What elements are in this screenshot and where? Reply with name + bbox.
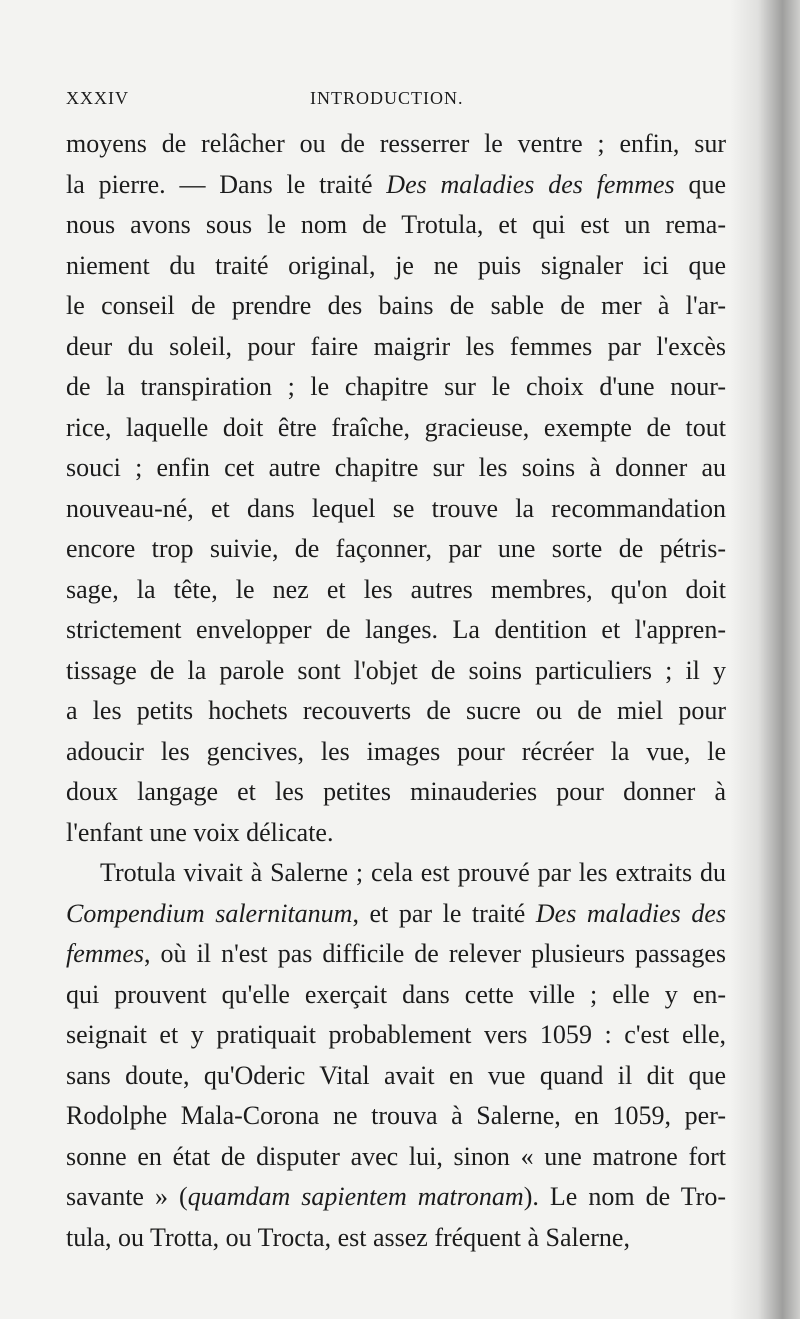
- text-run: sans doute, qu'Oderic Vital avait en vue quand il dit que: [66, 1060, 726, 1090]
- text-line: [66, 1177, 726, 1218]
- text-run: nous avons sous le nom de Trotula, et qui est un rema-: [66, 210, 726, 239]
- text-run: seignait et y pratiquait probablement vers 1059 : c'est elle,: [66, 1020, 726, 1049]
- text-line: [66, 853, 726, 894]
- running-head: [66, 88, 726, 124]
- text-run: la pierre. — Dans le traité: [66, 169, 387, 199]
- text-run: l'enfant une voix délicate.: [66, 817, 334, 847]
- text-run: savante » (: [66, 1182, 188, 1211]
- text-line: [66, 205, 726, 246]
- text-run: niement du traité original, je ne puis signaler ici que: [66, 250, 726, 280]
- text-run: Rodolphe Mala-Corona ne trouva à Salerne, en 1059, per-: [66, 1101, 726, 1130]
- text-run: tissage de la parole sont l'objet de soins particuliers ; il y: [66, 655, 726, 685]
- text-line: [66, 1096, 726, 1137]
- text-line: [66, 286, 726, 327]
- text-line: [66, 1056, 726, 1097]
- text-run: nouveau-né, et dans lequel se trouve la recommandation: [66, 493, 726, 523]
- text-run: tula, ou Trotta, ou Trocta, est assez fréquent à Salerne,: [66, 1222, 630, 1252]
- text-run: , et par le traité: [352, 898, 536, 928]
- text-line: [66, 124, 726, 165]
- text-line: [66, 1137, 726, 1178]
- text-line: [66, 1015, 726, 1056]
- text-run: sage, la tête, le nez et les autres membres, qu'on doit: [66, 574, 726, 604]
- text-run: souci ; enfin cet autre chapitre sur les soins à donner au: [66, 453, 726, 482]
- page-number: XXXIV: [66, 88, 129, 108]
- text-line: [66, 489, 726, 530]
- text-line: [66, 448, 726, 489]
- text-line: [66, 975, 726, 1016]
- text-run: doux langage et les petites minauderies pour donner à: [66, 777, 726, 806]
- page-edge-shadow: [730, 0, 800, 1319]
- text-line: [66, 570, 726, 611]
- italic-title: Des maladies des femmes: [386, 169, 675, 199]
- text-run: deur du soleil, pour faire maigrir les femmes par l'excès: [66, 331, 726, 361]
- text-run: encore trop suivie, de façonner, par une sorte de pétris-: [66, 534, 726, 563]
- text-line: [66, 165, 726, 206]
- text-line: [66, 246, 726, 287]
- text-run: sonne en état de disputer avec lui, sinon « une matrone fort: [66, 1141, 726, 1171]
- body-text: [66, 124, 726, 1258]
- text-line: [66, 772, 726, 813]
- text-line: [66, 610, 726, 651]
- running-title: INTRODUCTION.: [310, 88, 464, 108]
- text-line: [66, 813, 726, 854]
- text-line: [66, 408, 726, 449]
- text-line: [66, 327, 726, 368]
- text-run: Trotula vivait à Salerne ; cela est prouvé par les extraits du: [100, 858, 726, 887]
- text-line: [66, 934, 726, 975]
- text-run: adoucir les gencives, les images pour récréer la vue, le: [66, 736, 726, 766]
- text-run: , où il n'est pas difficile de relever plusieurs passages: [143, 939, 726, 968]
- text-line: [66, 894, 726, 935]
- text-run: ). Le nom de Tro-: [523, 1182, 726, 1211]
- text-line: [66, 651, 726, 692]
- italic-title: Des maladies des: [535, 898, 726, 928]
- text-run: strictement envelopper de langes. La dentition et l'appren-: [66, 615, 726, 644]
- italic-title: femmes: [66, 939, 144, 968]
- text-run: moyens de relâcher ou de resserrer le ventre ; enfin, sur: [66, 129, 726, 158]
- text-line: [66, 367, 726, 408]
- text-line: [66, 691, 726, 732]
- text-line: [66, 1218, 726, 1259]
- text-run: rice, laquelle doit être fraîche, gracieuse, exempte de tout: [66, 412, 726, 442]
- text-run: le conseil de prendre des bains de sable de mer à l'ar-: [66, 291, 726, 320]
- text-line: [66, 529, 726, 570]
- text-run: qui prouvent qu'elle exerçait dans cette ville ; elle y en-: [66, 979, 726, 1009]
- italic-title: quamdam sapientem matronam: [187, 1182, 524, 1211]
- book-page: [66, 88, 726, 1258]
- text-run: de la transpiration ; le chapitre sur le choix d'une nour-: [66, 372, 726, 401]
- text-run: a les petits hochets recouverts de sucre ou de miel pour: [66, 696, 726, 725]
- text-run: que: [674, 169, 726, 199]
- italic-title: Compendium salernitanum: [66, 898, 353, 928]
- text-line: [66, 732, 726, 773]
